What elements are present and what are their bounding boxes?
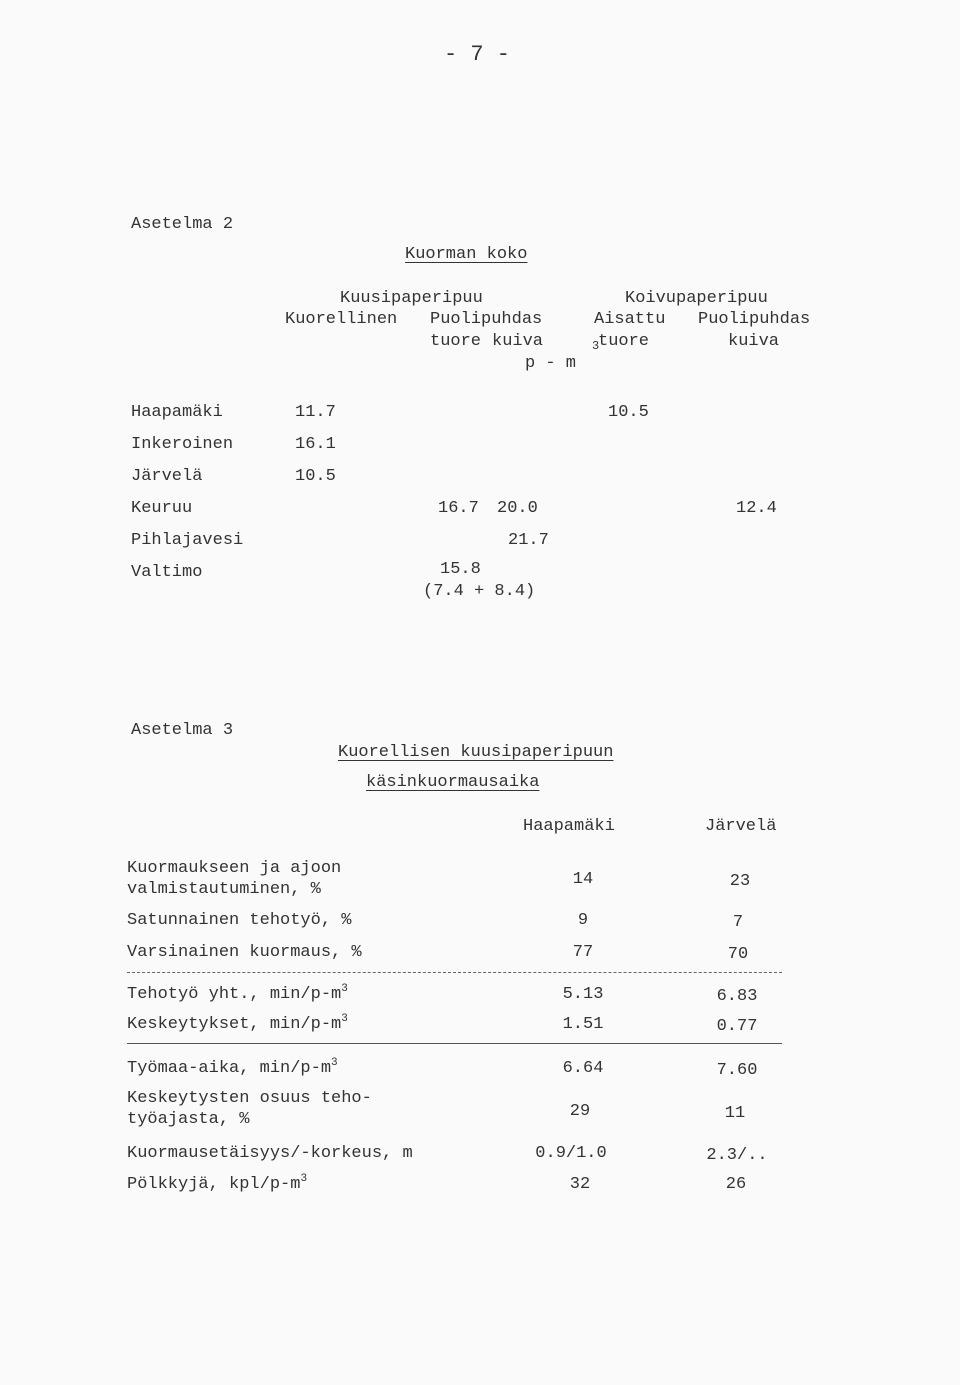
cell-value: 29 (569, 1102, 591, 1121)
asetelma-2-title: Asetelma 2 (131, 215, 234, 234)
col-header-haapamaki: Haapamäki (523, 817, 615, 836)
col-puolipuhdas-kuusi: Puolipuhdas (430, 310, 543, 329)
cell-value: 77 (572, 943, 594, 962)
cell-value: 32 (569, 1175, 591, 1194)
row-label: Työmaa-aika, $\min/p-m^3$ (127, 1057, 338, 1078)
cell-value: 0.77 (716, 1017, 758, 1036)
row-name: Pihlajavesi (131, 531, 244, 550)
row-label: Pölkkyjä, kpl/$p-m^3$ (127, 1173, 308, 1194)
unit-superscript: 3 (592, 339, 600, 353)
row-label: työajasta, % (127, 1110, 250, 1129)
col-header-jarvela: Järvelä (705, 817, 777, 836)
cell-value: 0.9/1.0 (535, 1144, 607, 1163)
row-label: valmistautuminen, % (127, 880, 321, 899)
cell-value: 16.7 (438, 499, 479, 518)
row-label: Kuormausetäisyys/-korkeus, m (127, 1144, 413, 1163)
asetelma-3-title: Asetelma 3 (131, 721, 234, 740)
cell-value: 16.1 (295, 435, 336, 454)
sub-kuiva-koivu: kuiva (728, 332, 780, 351)
group-kuusipaperipuu: Kuusipaperipuu (340, 289, 483, 308)
row-name: Valtimo (131, 563, 203, 582)
cell-value: 26 (725, 1175, 747, 1194)
cell-value: 15.8 (440, 560, 481, 579)
cell-value-breakdown: (7.4 + 8.4) (423, 582, 536, 601)
cell-value: 10.5 (608, 403, 649, 422)
asetelma-2-heading: Kuorman koko (405, 245, 528, 264)
cell-value: 12.4 (736, 499, 777, 518)
cell-value: 11.7 (295, 403, 336, 422)
cell-value: 7.60 (716, 1061, 758, 1080)
cell-value: 14 (572, 870, 594, 889)
divider (127, 1043, 782, 1044)
cell-value: 6.83 (716, 987, 758, 1006)
row-label: Varsinainen kuormaus, % (127, 943, 362, 962)
asetelma-3-heading-1: Kuorellisen kuusipaperipuun (338, 743, 614, 762)
row-name: Järvelä (131, 467, 203, 486)
cell-value: 20.0 (497, 499, 538, 518)
sub-kuiva-kuusi: kuiva (492, 332, 544, 351)
sub-tuore-koivu: tuore (598, 332, 650, 351)
row-label: Tehotyö yht., $\min/p-m^3$ (127, 983, 348, 1004)
row-label: Satunnainen tehotyö, % (127, 911, 352, 930)
cell-value: 7 (732, 913, 744, 932)
unit-label: p - m (525, 354, 577, 373)
row-label: Keskeytykset, $\min/p-m^3$ (127, 1013, 348, 1034)
cell-value: 1.51 (562, 1015, 604, 1034)
sub-tuore-kuusi: tuore (430, 332, 482, 351)
cell-value: 23 (729, 872, 751, 891)
cell-value: 5.13 (562, 985, 604, 1004)
row-label: Keskeytysten osuus teho- (127, 1089, 372, 1108)
cell-value: 2.3/.. (706, 1146, 768, 1165)
row-name: Haapamäki (131, 403, 223, 422)
row-name: Inkeroinen (131, 435, 234, 454)
cell-value: 11 (724, 1104, 746, 1123)
col-aisattu: Aisattu (594, 310, 666, 329)
page-number: - 7 - (444, 42, 511, 67)
col-puolipuhdas-koivu: Puolipuhdas (698, 310, 811, 329)
group-koivupaperipuu: Koivupaperipuu (625, 289, 768, 308)
col-kuorellinen: Kuorellinen (285, 310, 398, 329)
cell-value: 21.7 (508, 531, 549, 550)
cell-value: 70 (727, 945, 749, 964)
cell-value: 9 (577, 911, 589, 930)
row-label: Kuormaukseen ja ajoon (127, 859, 342, 878)
row-name: Keuruu (131, 499, 193, 518)
cell-value: 10.5 (295, 467, 336, 486)
asetelma-3-heading-2: käsinkuormausaika (366, 773, 540, 792)
cell-value: 6.64 (562, 1059, 604, 1078)
divider (127, 972, 782, 973)
